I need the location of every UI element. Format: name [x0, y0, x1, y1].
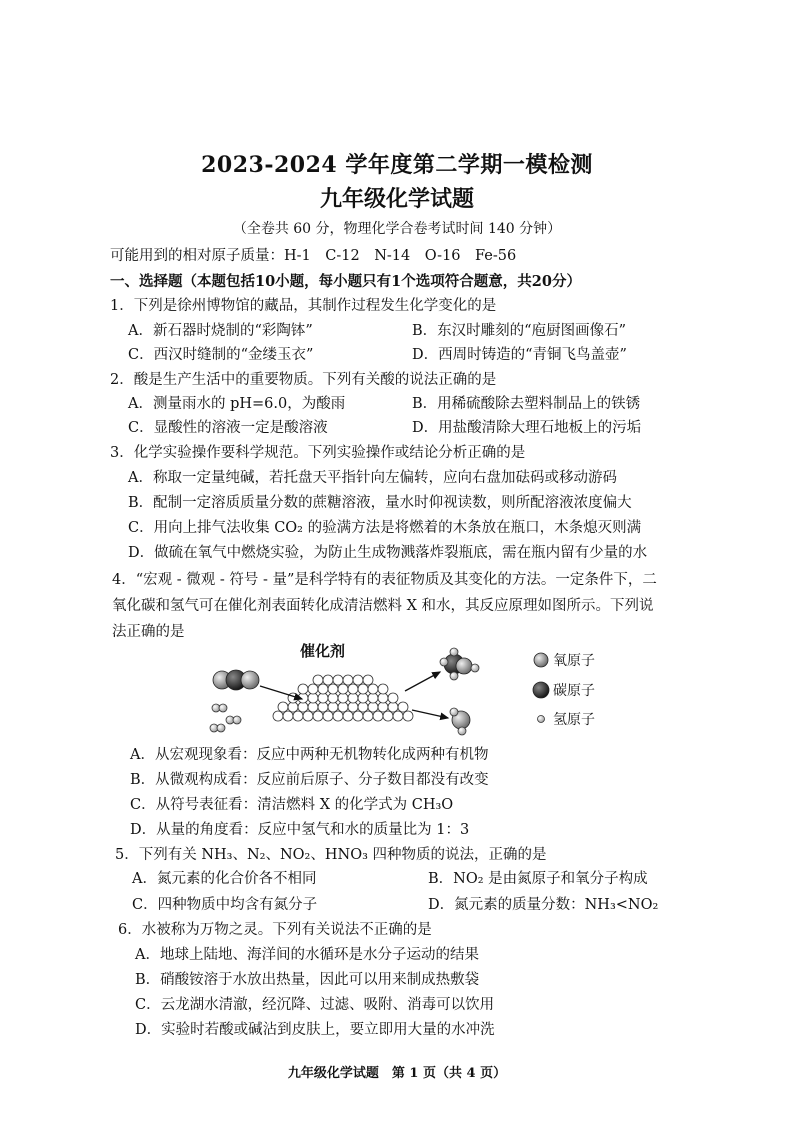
legend-carbon: 碳原子 — [553, 683, 595, 699]
page-footer: 九年级化学试题 第 1 页（共 4 页） — [287, 1066, 507, 1081]
h2-molecules — [210, 704, 241, 732]
question-6-option-d: D．实验时若酸或碱沾到皮肤上，要立即用大量的水冲洗 — [135, 1022, 495, 1038]
question-5-option-b: B．NO₂ 是由氮原子和氧分子构成 — [428, 871, 648, 887]
atomic-masses: 可能用到的相对原子质量：H-1 C-12 N-14 O-16 Fe-56 — [110, 248, 517, 264]
legend-oxygen: 氧原子 — [553, 653, 595, 669]
question-1-stem: 1．下列是徐州博物馆的藏品，其制作过程发生化学变化的是 — [110, 298, 497, 314]
question-2-option-c: C．显酸性的溶液一定是酸溶液 — [128, 420, 328, 436]
question-5-stem: 5．下列有关 NH₃、N₂、NO₂、HNO₃ 四种物质的说法，正确的是 — [115, 847, 547, 863]
question-1-option-a: A．新石器时烧制的“彩陶钵” — [128, 323, 313, 339]
oxygen-legend-icon — [534, 653, 548, 667]
question-4-option-d: D．从量的角度看：反应中氢气和水的质量比为 1：3 — [130, 822, 470, 838]
question-5-option-a: A．氮元素的化合价各不相同 — [132, 871, 317, 887]
hydrogen-legend-icon — [538, 716, 545, 723]
question-2-option-d: D．用盐酸清除大理石地板上的污垢 — [412, 420, 642, 436]
question-2-option-b: B．用稀硫酸除去塑料制品上的铁锈 — [412, 396, 641, 412]
question-6-option-c: C．云龙湖水清澈，经沉降、过滤、吸附、消毒可以饮用 — [135, 997, 495, 1013]
question-6-option-b: B．硝酸铵溶于水放出热量，因此可以用来制成热敷袋 — [135, 972, 480, 988]
question-1-option-c: C．西汉时缝制的“金缕玉衣” — [128, 347, 314, 363]
question-3-option-c: C．用向上排气法收集 CO₂ 的验满方法是将燃着的木条放在瓶口，木条熄灭则满 — [128, 520, 642, 536]
exam-subject: 九年级化学试题 — [319, 186, 474, 212]
co2-molecule — [213, 670, 259, 690]
question-4-stem-line-1: 4．“宏观 - 微观 - 符号 - 量”是科学特有的表征物质及其变化的方法。一定条件下，二 — [112, 572, 657, 588]
question-5-option-c: C．四种物质中均含有氮分子 — [132, 897, 318, 913]
arrow-in — [260, 686, 302, 699]
question-3-option-a: A．称取一定量纯碱，若托盘天平指针向左偏转，应向右盘加砝码或移动游码 — [128, 470, 617, 486]
question-4-option-b: B．从微观构成看：反应前后原子、分子数目都没有改变 — [130, 772, 489, 788]
legend — [533, 653, 595, 728]
arrow-out-water — [412, 710, 448, 718]
question-1-option-b: B．东汉时雕刻的“庖厨图画像石” — [412, 323, 626, 339]
question-4-option-c: C．从符号表征看：清洁燃料 X 的化学式为 CH₃O — [130, 797, 454, 813]
exam-note: （全卷共 60 分，物理化学合卷考试时间 140 分钟） — [232, 221, 562, 237]
question-4-option-a: A．从宏观现象看：反应中两种无机物转化成两种有机物 — [130, 747, 489, 763]
product-x-molecule — [440, 648, 479, 680]
question-4-stem-line-2: 氧化碳和氢气可在催化剂表面转化成清洁燃料 X 和水，其反应原理如图所示。下列说 — [112, 598, 654, 614]
question-6-option-a: A．地球上陆地、海洋间的水循环是水分子运动的结果 — [135, 947, 479, 963]
section-heading: 一、选择题（本题包括10小题，每小题只有1个选项符合题意，共20分） — [110, 273, 581, 290]
carbon-legend-icon — [533, 682, 549, 698]
question-2-stem: 2．酸是生产生活中的重要物质。下列有关酸的说法正确的是 — [110, 372, 497, 388]
question-3-option-b: B．配制一定溶质质量分数的蔗糖溶液，量水时仰视读数，则所配溶液浓度偏大 — [128, 495, 632, 511]
arrow-out-x — [405, 672, 440, 691]
reaction-diagram — [200, 636, 640, 744]
legend-hydrogen: 氢原子 — [553, 712, 595, 728]
question-3-option-d: D．做硫在氧气中燃烧实验，为防止生成物溅落炸裂瓶底，需在瓶内留有少量的水 — [128, 545, 648, 561]
question-3-stem: 3．化学实验操作要科学规范。下列实验操作或结论分析正确的是 — [110, 445, 526, 461]
catalyst-surface — [273, 675, 413, 721]
catalyst-label: 催化剂 — [300, 642, 346, 660]
question-2-option-a: A．测量雨水的 pH=6.0，为酸雨 — [128, 396, 346, 412]
exam-title: 2023-2024 学年度第二学期一模检测 — [201, 152, 593, 178]
water-molecule — [450, 708, 470, 735]
question-4-stem-line-3: 法正确的是 — [112, 624, 185, 640]
question-6-stem: 6．水被称为万物之灵。下列有关说法不正确的是 — [118, 922, 432, 938]
question-5-option-d: D．氮元素的质量分数：NH₃<NO₂ — [428, 897, 659, 913]
question-1-option-d: D．西周时铸造的“青铜飞鸟盖壶” — [412, 347, 627, 363]
